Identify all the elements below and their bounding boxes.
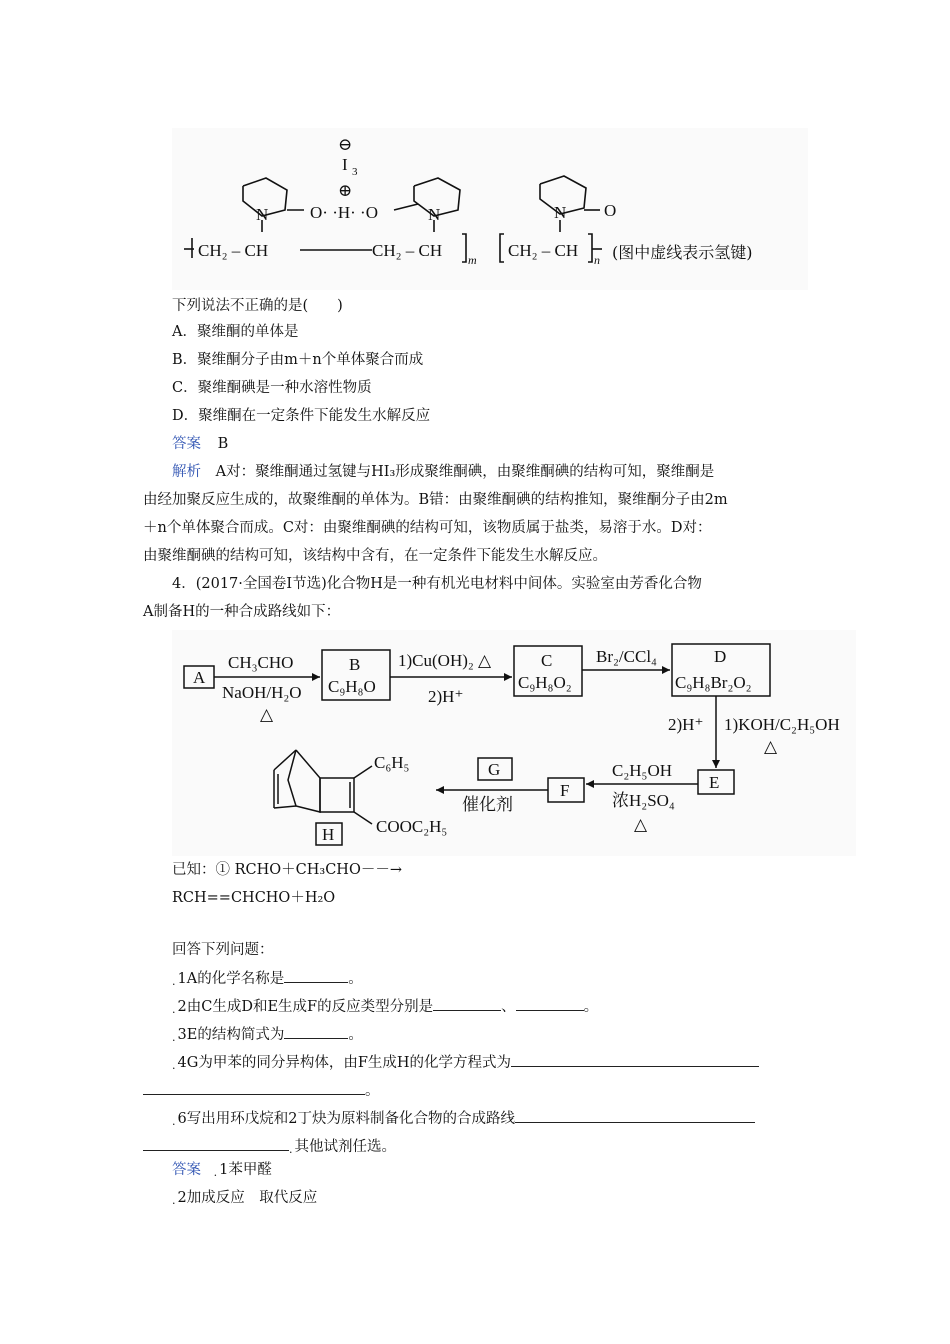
known-reaction-line-1: 已知：① RCHO＋CH₃CHO－－→: [172, 862, 402, 878]
option-b: B．聚维酮分子由m＋n个单体聚合而成: [172, 352, 424, 368]
question4-intro-2: A制备H的一种合成路线如下：: [143, 604, 341, 620]
question4-intro-1: 4．(2017·全国卷Ⅰ节选)化合物H是一种有机光电材料中间体。实验室由芳香化合物: [172, 576, 702, 592]
answer-2: . 2加成反应 取代反应: [172, 1190, 318, 1207]
question-4: . 4G为甲苯的同分异构体，由F生成H的化学方程式为: [172, 1052, 759, 1076]
question-1-text: A的化学名称是: [186, 971, 285, 987]
subscript-m: m: [468, 253, 477, 267]
iodine-subscript: 3: [352, 166, 358, 178]
option-a: A．聚维酮的单体是: [172, 324, 299, 340]
subscript-n: n: [594, 253, 600, 267]
question-6-end: 其他试剂任选。: [294, 1139, 396, 1155]
backbone-segment-2: CH₂ – CH: [372, 241, 443, 260]
formula-c: C₉H₈O₂: [518, 673, 572, 692]
answer-blank-6b[interactable]: [143, 1136, 289, 1151]
reagent-1-bottom: NaOH/H₂O: [222, 683, 302, 702]
answer-blank-4a[interactable]: [511, 1052, 759, 1067]
question-1-number: 1: [177, 971, 187, 987]
known-reaction-line-2: RCH==CHCHO＋H₂O: [172, 890, 336, 906]
nitrogen-label-3: N: [554, 203, 567, 222]
analysis-line-1: [172, 462, 714, 482]
answers-label: 答案: [172, 1162, 201, 1178]
nitrogen-label-2: N: [428, 205, 441, 224]
answer-label: 答案: [172, 436, 201, 452]
reagent-1-heat: △: [260, 705, 274, 724]
question-6: . 6写出用环戊烷和2丁炔为原料制备化合物的合成路线: [172, 1108, 755, 1132]
label-e: E: [709, 773, 720, 792]
reagent-5-heat: △: [634, 815, 648, 834]
question-stem: 下列说法不正确的是( ): [172, 298, 343, 314]
answer-blank-4b[interactable]: [143, 1080, 365, 1095]
question-6-number: 6: [177, 1111, 187, 1127]
answer-1: 答案 . 1苯甲醛: [172, 1162, 272, 1179]
h-substituent-ester: COOC₂H₅: [376, 817, 448, 836]
question-3-end: 。: [348, 1027, 363, 1043]
question-4-continued: [143, 1080, 380, 1101]
answer-1-number: 1: [219, 1162, 229, 1178]
analysis-text-1: A对：聚维酮通过氢键与HI₃形成聚维酮碘，由聚维酮碘的结构可知，聚维酮是: [215, 464, 715, 480]
answer-blank-6a[interactable]: [515, 1108, 755, 1123]
analysis-text-4: 由聚维酮碘的结构可知，该结构中含有，在一定条件下能发生水解反应。: [143, 548, 607, 564]
reagent-5-bottom: 浓H₂SO₄: [612, 791, 675, 810]
backbone-segment-1: CH₂ – CH: [198, 241, 269, 260]
reagent-4-heat: △: [764, 737, 778, 756]
reagent-5-top: C₂H₅OH: [612, 761, 673, 780]
reagent-4-right: 1)KOH/C₂H₅OH: [724, 715, 840, 734]
question-1-end: 。: [348, 971, 363, 987]
reagent-2-top: 1)Cu(OH)₂ △: [398, 651, 492, 670]
label-c: C: [541, 651, 553, 670]
carbonyl-oxygen-3: O: [604, 201, 617, 220]
question-3-text: E的结构简式为: [186, 1027, 285, 1043]
analysis-label: 解析: [172, 464, 201, 480]
question-1: . 1A的化学名称是 。: [172, 968, 363, 992]
reagent-3-top: Br₂/CCl₄: [596, 647, 657, 666]
question-6-text: 写出用环戊烷和2丁炔为原料制备化合物的合成路线: [186, 1111, 515, 1127]
synthesis-scheme-figure: [172, 630, 856, 856]
label-a: A: [193, 668, 206, 687]
nitrogen-label-1: N: [256, 205, 269, 224]
answer-blank-2b[interactable]: [516, 996, 584, 1011]
compound-h-structure: [274, 750, 372, 824]
reagent-1-top: CH₃CHO: [228, 653, 294, 672]
option-d: D．聚维酮在一定条件下能发生水解反应: [172, 408, 431, 424]
reagent-2-bottom: 2)H⁺: [428, 687, 464, 706]
question-4-text: G为甲苯的同分异构体，由F生成H的化学方程式为: [186, 1055, 512, 1071]
h-substituent-phenyl: C₆H₅: [374, 753, 410, 772]
answer-blank-1[interactable]: [284, 968, 348, 983]
answer-1-text: 苯甲醛: [228, 1162, 272, 1178]
cation-sign: ⊕: [338, 181, 353, 200]
formula-b: C₉H₈O: [328, 677, 376, 696]
question-4-end: 。: [365, 1083, 380, 1099]
iodine-label: I: [342, 155, 348, 174]
hydrogen-bond-label: O· ·H· ·O: [310, 203, 378, 222]
questions-heading: 回答下列问题：: [172, 942, 274, 958]
answer-blank-3[interactable]: [284, 1024, 348, 1039]
synthesis-scheme-svg: [172, 630, 856, 856]
question-2-separator: 、: [501, 999, 516, 1015]
polymer-structure-figure: [172, 128, 808, 290]
question-4-number: 4: [177, 1055, 187, 1071]
label-d: D: [714, 647, 727, 666]
reagent-4-left: 2)H⁺: [668, 715, 704, 734]
reagent-6-catalyst: 催化剂: [462, 795, 513, 815]
hydrogen-bond-note: (图中虚线表示氢键): [612, 243, 753, 262]
analysis-text-3: ＋n个单体聚合而成。C对：由聚维酮碘的结构可知，该物质属于盐类，易溶于水。D对：: [143, 520, 712, 536]
label-h: H: [322, 825, 335, 844]
polymer-structure-svg: [172, 128, 808, 290]
formula-d: C₉H₈Br₂O₂: [675, 673, 752, 692]
backbone-segment-3: CH₂ – CH: [508, 241, 579, 260]
question-6-continued: . 其他试剂任选。: [143, 1136, 396, 1160]
answer-line: [172, 434, 228, 454]
analysis-text-2: 由经加聚反应生成的，故聚维酮的单体为。B错：由聚维酮碘的结构推知，聚维酮分子由2m: [143, 492, 728, 508]
option-c: C．聚维酮碘是一种水溶性物质: [172, 380, 372, 396]
answer-2-text: 加成反应 取代反应: [186, 1190, 318, 1206]
question-3-number: 3: [177, 1027, 187, 1043]
question-2-number: 2: [177, 999, 187, 1015]
question-3: . 3E的结构简式为 。: [172, 1024, 363, 1048]
question-2: . 2由C生成D和E生成F的反应类型分别是 、 。: [172, 996, 598, 1020]
answer-2-number: 2: [177, 1190, 187, 1206]
label-f: F: [560, 781, 570, 800]
answer-value: B: [217, 436, 229, 452]
label-b: B: [349, 655, 361, 674]
question-2-end: 。: [583, 999, 599, 1015]
answer-blank-2a[interactable]: [433, 996, 501, 1011]
question-2-text: 由C生成D和E生成F的反应类型分别是: [186, 999, 434, 1015]
anion-sign: ⊖: [338, 135, 353, 154]
label-g: G: [488, 760, 501, 779]
